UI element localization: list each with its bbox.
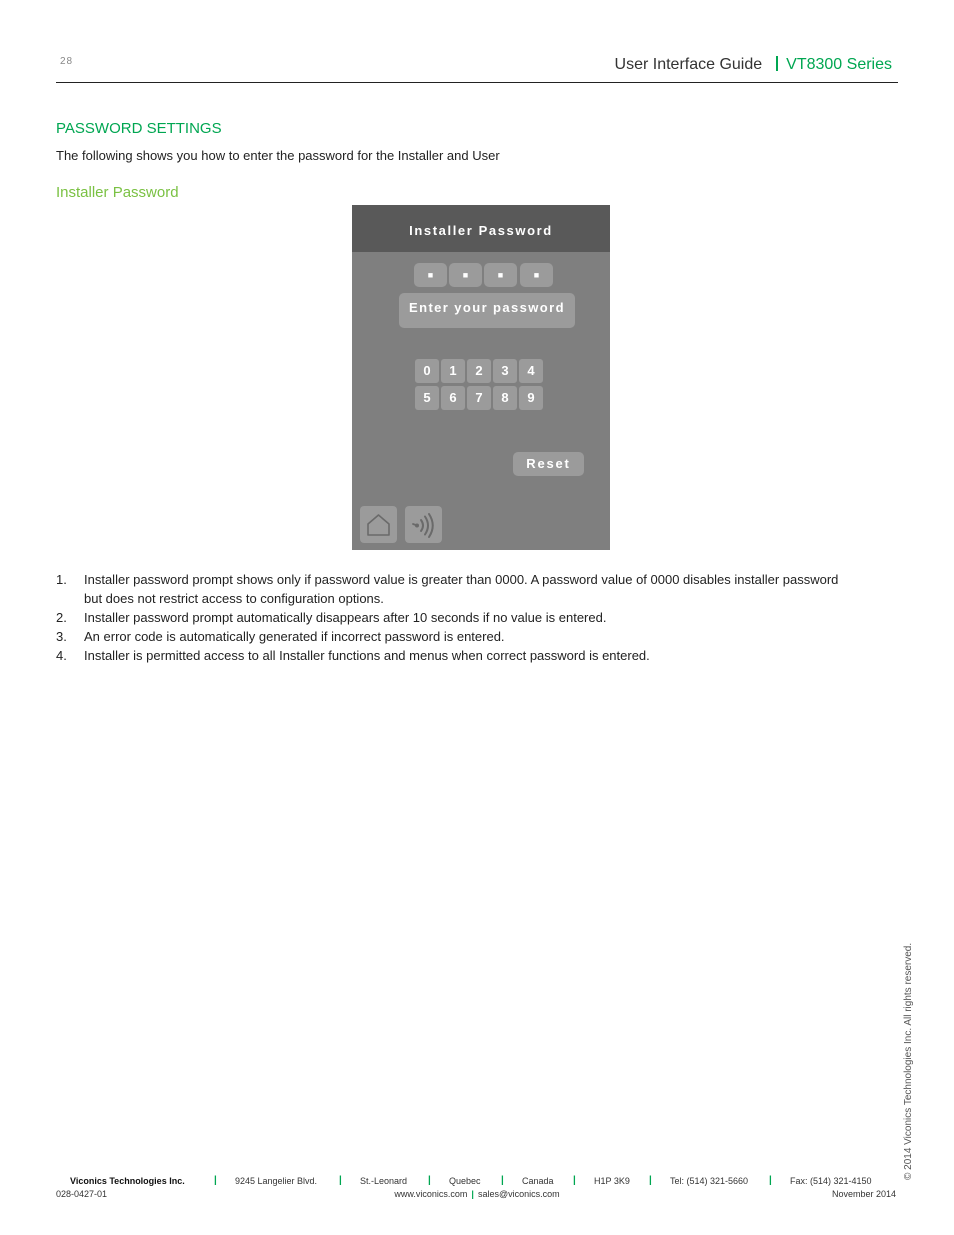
footer-date: November 2014 — [831, 1189, 896, 1199]
list-text: Installer is permitted access to all Installer functions and menus when correct password is entered. — [84, 648, 650, 663]
footer-province: Quebec — [449, 1176, 481, 1186]
header-divider — [776, 56, 778, 71]
footer-fax: Fax: (514) 321-4150 — [790, 1176, 872, 1186]
footer-divider: | — [471, 1189, 474, 1199]
list-number: 4. — [56, 648, 67, 663]
list-item — [56, 627, 846, 646]
series-title: VT8300 Series — [786, 56, 892, 73]
wireless-icon — [405, 506, 442, 543]
list-text: An error code is automatically generated if incorrect password is entered. — [84, 629, 505, 644]
footer-city: St.-Leonard — [360, 1176, 408, 1186]
footer-tel: Tel: (514) 321-5660 — [670, 1176, 749, 1186]
password-prompt: Enter your password — [399, 293, 575, 328]
copyright-notice: © 2014 Viconics Technologies Inc. All rights reserved. — [903, 942, 914, 1180]
page-header — [615, 56, 892, 74]
key-9[interactable]: 9 — [519, 386, 543, 410]
password-mask-dot: ■ — [449, 263, 482, 287]
list-text: Installer password prompt automatically disappears after 10 seconds if no value is entered. — [84, 610, 607, 625]
notes-list — [56, 570, 846, 665]
footer-postal: H1P 3K9 — [594, 1176, 630, 1186]
footer-website[interactable]: www.viconics.com — [394, 1189, 468, 1199]
footer-divider: | — [339, 1175, 342, 1186]
section-intro: The following shows you how to enter the password for the Installer and User — [56, 148, 500, 163]
key-3[interactable]: 3 — [493, 359, 517, 383]
list-item — [56, 570, 846, 608]
home-button[interactable] — [360, 506, 397, 543]
key-2[interactable]: 2 — [467, 359, 491, 383]
footer-address: 9245 Langelier Blvd. — [235, 1176, 318, 1186]
key-8[interactable]: 8 — [493, 386, 517, 410]
footer-doc-number: 028-0427-01 — [56, 1189, 108, 1199]
footer-divider: | — [501, 1175, 504, 1186]
home-icon — [360, 506, 397, 543]
list-item — [56, 608, 846, 627]
reset-button[interactable]: Reset — [513, 452, 584, 476]
key-5[interactable]: 5 — [415, 386, 439, 410]
key-7[interactable]: 7 — [467, 386, 491, 410]
footer-divider: | — [214, 1175, 217, 1186]
list-item — [56, 646, 846, 665]
key-1[interactable]: 1 — [441, 359, 465, 383]
device-title: Installer Password — [409, 223, 553, 238]
wireless-button[interactable] — [405, 506, 442, 543]
footer-email[interactable]: sales@viconics.com — [477, 1189, 560, 1199]
password-mask-dot: ■ — [414, 263, 447, 287]
key-0[interactable]: 0 — [415, 359, 439, 383]
section-title: PASSWORD SETTINGS — [56, 120, 222, 137]
page-number: 28 — [60, 56, 74, 67]
list-number: 3. — [56, 629, 67, 644]
footer-company: Viconics Technologies Inc. — [70, 1176, 185, 1186]
guide-title: User Interface Guide — [614, 56, 763, 73]
footer-country: Canada — [522, 1176, 554, 1186]
key-6[interactable]: 6 — [441, 386, 465, 410]
footer-divider: | — [428, 1175, 431, 1186]
footer-contact — [0, 1189, 954, 1199]
list-text: Installer password prompt shows only if password value is greater than 0000. A password value of 0000 disables installer password but does not restrict access to configuration options. — [84, 572, 839, 606]
list-number: 2. — [56, 610, 67, 625]
password-mask-dot: ■ — [520, 263, 553, 287]
device-header — [352, 205, 610, 252]
list-number: 1. — [56, 572, 67, 587]
footer-divider: | — [769, 1175, 772, 1186]
installer-password-subtitle: Installer Password — [56, 184, 179, 201]
footer-divider: | — [649, 1175, 652, 1186]
footer-divider: | — [573, 1175, 576, 1186]
key-4[interactable]: 4 — [519, 359, 543, 383]
device-screen — [352, 205, 610, 550]
header-rule — [56, 82, 898, 83]
password-mask-dot: ■ — [484, 263, 517, 287]
